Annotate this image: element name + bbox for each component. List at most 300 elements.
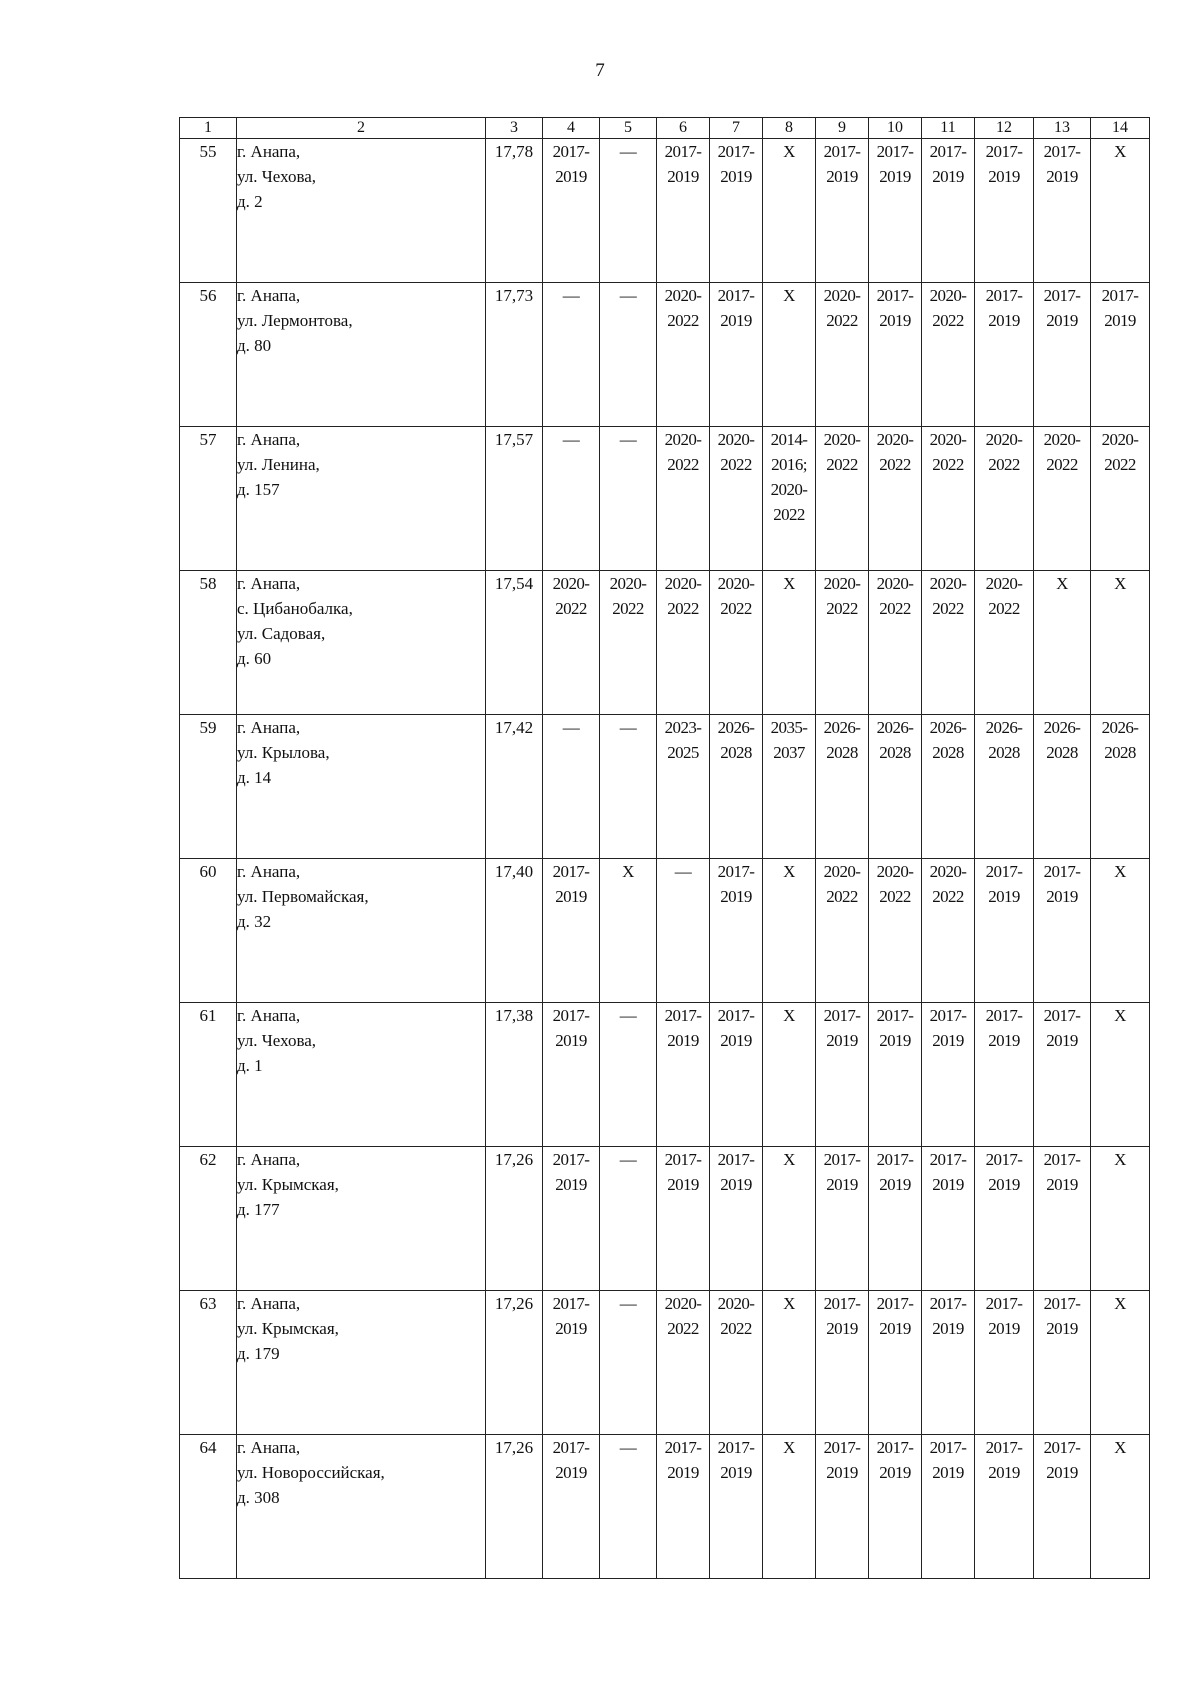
term-cell [869,715,922,859]
row-number: 63 [180,1291,237,1435]
term-line: — [562,430,580,449]
address-line: ул. Первомайская, [237,887,369,906]
term-line: 2019 [1046,1319,1078,1338]
address-line: г. Анапа, [237,718,301,737]
term-cell [816,1291,869,1435]
term-line: 2022 [932,311,964,330]
term-cell [1091,283,1150,427]
term-line: 2017- [552,1150,590,1169]
term-line: 2017- [717,1006,755,1025]
term-line: 2019 [826,1031,858,1050]
term-line: 2020- [929,286,967,305]
term-cell [763,427,816,571]
term-cell [869,427,922,571]
score-cell: 17,26 [486,1147,543,1291]
term-line: 2020- [823,286,861,305]
term-line: 2017- [876,1006,914,1025]
term-line: 2026- [717,718,755,737]
term-line: 2017- [985,1006,1023,1025]
term-line: 2017- [876,1438,914,1457]
address-line: г. Анапа, [237,574,301,593]
term-line: 2020- [985,574,1023,593]
term-line: 2019 [879,1319,911,1338]
term-line: 2017- [985,862,1023,881]
term-line: 2017- [823,1150,861,1169]
term-line: 2019 [720,1175,752,1194]
term-line: 2019 [879,1463,911,1482]
term-cell [763,1435,816,1579]
term-line: 2022 [1104,455,1136,474]
term-cell [1091,715,1150,859]
address-line: г. Анапа, [237,142,301,161]
address-line: г. Анапа, [237,1006,301,1025]
term-cell [657,283,710,427]
term-cell [922,283,975,427]
term-line: 2020- [1101,430,1139,449]
term-line: 2025 [667,743,699,762]
term-cell [657,139,710,283]
term-line: 2019 [1046,1463,1078,1482]
term-cell [710,139,763,283]
address-line: д. 308 [237,1488,280,1507]
term-line: 2022 [667,1319,699,1338]
score-cell: 17,78 [486,139,543,283]
term-line: 2019 [1046,887,1078,906]
term-line: 2019 [879,167,911,186]
term-line: 2023- [664,718,702,737]
term-line: — [562,286,580,305]
term-cell [600,139,657,283]
table-row [180,139,1150,283]
term-cell [1034,1291,1091,1435]
term-line: 2035- [770,718,808,737]
address-line: г. Анапа, [237,430,301,449]
term-line: X [783,1006,795,1025]
term-line: 2017- [823,1294,861,1313]
term-cell [543,715,600,859]
term-line: 2017- [929,1438,967,1457]
term-line: 2020- [717,574,755,593]
term-cell [600,715,657,859]
term-line: 2028 [932,743,964,762]
term-line: 2028 [1046,743,1078,762]
term-line: — [562,718,580,737]
address-line: д. 2 [237,192,263,211]
address-line: д. 80 [237,336,272,355]
term-line: 2022 [826,599,858,618]
address-line: ул. Крылова, [237,743,330,762]
score-cell: 17,57 [486,427,543,571]
term-cell [763,1003,816,1147]
term-cell [1034,571,1091,715]
column-header: 6 [657,118,710,139]
term-cell [816,571,869,715]
row-number: 61 [180,1003,237,1147]
term-cell [710,283,763,427]
address-cell [237,1147,486,1291]
term-line: 2017- [985,286,1023,305]
term-line: X [1056,574,1068,593]
term-line: 2017- [717,1438,755,1457]
term-cell [1034,427,1091,571]
term-cell [710,1147,763,1291]
address-line: д. 32 [237,912,272,931]
term-line: X [1114,142,1126,161]
address-line: ул. Садовая, [237,624,326,643]
term-cell [869,1435,922,1579]
term-cell [657,859,710,1003]
table-row [180,1003,1150,1147]
table-row [180,283,1150,427]
term-cell [543,1003,600,1147]
term-line: 2017- [876,286,914,305]
term-cell [600,859,657,1003]
term-line: X [783,286,795,305]
term-line: X [1114,574,1126,593]
term-cell [600,283,657,427]
table-row [180,571,1150,715]
term-line: 2019 [555,887,587,906]
term-cell [869,1003,922,1147]
term-line: 2017- [552,1294,590,1313]
term-line: 2019 [720,311,752,330]
term-cell [975,1003,1034,1147]
term-line: 2026- [1043,718,1081,737]
term-cell [975,571,1034,715]
term-line: 2026- [876,718,914,737]
term-line: 2022 [988,455,1020,474]
term-cell [922,139,975,283]
term-cell [600,1003,657,1147]
address-cell [237,859,486,1003]
column-header: 7 [710,118,763,139]
term-cell [710,571,763,715]
address-line: г. Анапа, [237,862,301,881]
term-line: X [622,862,634,881]
term-line: 2017- [985,1294,1023,1313]
row-number: 55 [180,139,237,283]
term-cell [975,859,1034,1003]
term-cell [543,1147,600,1291]
term-line: 2020- [664,286,702,305]
term-line: 2019 [879,1031,911,1050]
term-line: 2017- [717,1150,755,1169]
term-line: — [619,142,637,161]
term-line: 2017- [823,142,861,161]
term-line: 2019 [1046,1031,1078,1050]
term-cell [710,1291,763,1435]
term-cell [1091,139,1150,283]
page-number: 7 [595,60,605,81]
term-cell [816,427,869,571]
term-line: 2017- [1043,1438,1081,1457]
score-cell: 17,42 [486,715,543,859]
term-line: 2019 [555,1175,587,1194]
term-line: 2019 [667,1031,699,1050]
address-line: д. 1 [237,1056,263,1075]
column-header: 8 [763,118,816,139]
term-line: 2022 [932,455,964,474]
term-line: 2019 [826,1175,858,1194]
term-line: 2019 [988,167,1020,186]
term-line: 2019 [826,1319,858,1338]
term-cell [543,283,600,427]
column-header: 9 [816,118,869,139]
term-line: 2022 [879,599,911,618]
term-line: 2019 [555,1031,587,1050]
term-line: 2022 [720,455,752,474]
term-line: 2017- [929,1150,967,1169]
term-cell [869,139,922,283]
term-cell [1091,859,1150,1003]
term-line: — [619,1150,637,1169]
term-line: 2020- [876,862,914,881]
table-body [180,139,1150,1579]
term-cell [922,859,975,1003]
table-row [180,715,1150,859]
table-row [180,1147,1150,1291]
term-line: 2017- [876,142,914,161]
term-cell [922,715,975,859]
term-line: 2019 [879,311,911,330]
term-cell [922,427,975,571]
term-cell [657,427,710,571]
term-line: X [783,1438,795,1457]
term-line: 2016; [771,455,807,474]
term-line: 2028 [826,743,858,762]
address-line: ул. Крымская, [237,1175,339,1194]
term-line: 2020- [876,430,914,449]
column-header: 12 [975,118,1034,139]
term-line: 2017- [1043,142,1081,161]
score-cell: 17,54 [486,571,543,715]
term-line: 2026- [1101,718,1139,737]
term-line: — [619,1294,637,1313]
address-line: д. 60 [237,649,272,668]
term-cell [922,1291,975,1435]
row-number: 56 [180,283,237,427]
row-number: 64 [180,1435,237,1579]
term-cell [710,715,763,859]
term-cell [710,427,763,571]
row-number: 58 [180,571,237,715]
column-header: 1 [180,118,237,139]
score-cell: 17,38 [486,1003,543,1147]
term-line: 2017- [1043,286,1081,305]
term-cell [1034,1435,1091,1579]
term-cell [1034,283,1091,427]
term-line: 2022 [612,599,644,618]
term-cell [657,1147,710,1291]
table-row [180,427,1150,571]
term-line: 2028 [879,743,911,762]
column-header: 11 [922,118,975,139]
term-cell [922,1435,975,1579]
term-line: 2017- [1043,1150,1081,1169]
term-cell [600,1147,657,1291]
register-table [179,117,1150,1579]
term-line: 2017- [664,142,702,161]
term-line: 2019 [720,887,752,906]
term-cell [600,427,657,571]
term-line: 2017- [985,1438,1023,1457]
term-cell [1034,715,1091,859]
row-number: 62 [180,1147,237,1291]
address-line: д. 177 [237,1200,280,1219]
address-line: д. 157 [237,480,280,499]
term-line: 2019 [1046,167,1078,186]
term-cell [869,1291,922,1435]
term-line: 2019 [1046,311,1078,330]
term-cell [657,571,710,715]
term-line: 2028 [988,743,1020,762]
address-line: ул. Лермонтова, [237,311,353,330]
term-cell [975,1435,1034,1579]
term-line: 2020- [929,862,967,881]
term-line: 2022 [988,599,1020,618]
term-line: 2019 [932,1175,964,1194]
term-line: X [783,862,795,881]
term-line: 2020- [552,574,590,593]
term-cell [763,715,816,859]
term-line: X [1114,1438,1126,1457]
term-cell [816,1435,869,1579]
term-line: X [783,574,795,593]
column-header: 10 [869,118,922,139]
column-header: 2 [237,118,486,139]
address-line: ул. Ленина, [237,455,320,474]
term-cell [975,427,1034,571]
term-line: 2022 [879,887,911,906]
term-line: 2017- [552,862,590,881]
term-line: 2026- [929,718,967,737]
term-cell [1091,571,1150,715]
term-line: 2022 [667,599,699,618]
term-line: X [1114,1294,1126,1313]
term-line: 2017- [717,286,755,305]
term-line: 2022 [720,1319,752,1338]
term-line: — [619,718,637,737]
term-cell [543,1435,600,1579]
term-line: 2022 [720,599,752,618]
term-line: 2022 [667,311,699,330]
row-number: 60 [180,859,237,1003]
term-line: 2020- [609,574,647,593]
term-line: 2017- [664,1150,702,1169]
term-cell [1034,1003,1091,1147]
term-cell [816,1003,869,1147]
term-line: 2017- [823,1438,861,1457]
term-line: X [783,1150,795,1169]
term-line: 2017- [876,1150,914,1169]
column-header: 5 [600,118,657,139]
term-line: X [1114,1150,1126,1169]
term-line: 2017- [929,1006,967,1025]
address-line: г. Анапа, [237,286,301,305]
term-cell [543,139,600,283]
term-line: — [619,1006,637,1025]
term-line: 2020- [664,430,702,449]
term-line: 2017- [552,1006,590,1025]
term-cell [1034,1147,1091,1291]
term-line: 2019 [932,1319,964,1338]
term-cell [710,1003,763,1147]
term-line: 2019 [988,1175,1020,1194]
term-cell [975,283,1034,427]
term-cell [763,859,816,1003]
term-cell [1091,427,1150,571]
term-cell [816,283,869,427]
score-cell: 17,26 [486,1435,543,1579]
address-line: ул. Чехова, [237,167,317,186]
term-line: 2022 [773,505,805,524]
term-line: 2020- [823,574,861,593]
table-row [180,859,1150,1003]
term-cell [1034,859,1091,1003]
term-line: 2020- [929,430,967,449]
term-line: 2017- [1101,286,1139,305]
term-line: 2019 [720,1463,752,1482]
term-line: X [1114,862,1126,881]
term-cell [975,1147,1034,1291]
term-line: 2020- [717,430,755,449]
term-line: 2019 [932,167,964,186]
term-line: 2017- [552,142,590,161]
term-line: 2017- [985,142,1023,161]
term-line: 2020- [1043,430,1081,449]
term-line: X [1114,1006,1126,1025]
term-cell [922,571,975,715]
term-line: 2019 [720,167,752,186]
term-line: 2019 [555,167,587,186]
term-line: 2022 [826,311,858,330]
term-cell [816,715,869,859]
term-line: 2019 [555,1319,587,1338]
term-cell [816,859,869,1003]
address-line: д. 14 [237,768,272,787]
term-cell [763,1291,816,1435]
term-line: 2026- [985,718,1023,737]
term-line: 2020- [664,1294,702,1313]
term-cell [1034,139,1091,283]
address-cell [237,715,486,859]
term-line: 2017- [1043,862,1081,881]
term-cell [869,859,922,1003]
term-line: — [674,862,692,881]
term-line: 2019 [667,167,699,186]
term-line: X [783,142,795,161]
term-line: 2017- [717,142,755,161]
term-cell [922,1147,975,1291]
term-line: 2022 [1046,455,1078,474]
term-line: 2020- [823,862,861,881]
term-cell [975,139,1034,283]
term-line: 2019 [988,1463,1020,1482]
address-line: ул. Новороссийская, [237,1463,385,1482]
term-line: 2028 [1104,743,1136,762]
term-cell [1091,1435,1150,1579]
term-line: 2017- [823,1006,861,1025]
term-line: 2017- [985,1150,1023,1169]
term-cell [543,571,600,715]
term-cell [543,1291,600,1435]
table-row [180,1435,1150,1579]
term-cell [975,715,1034,859]
address-line: г. Анапа, [237,1438,301,1457]
term-line: 2019 [879,1175,911,1194]
term-cell [763,139,816,283]
address-cell [237,1003,486,1147]
